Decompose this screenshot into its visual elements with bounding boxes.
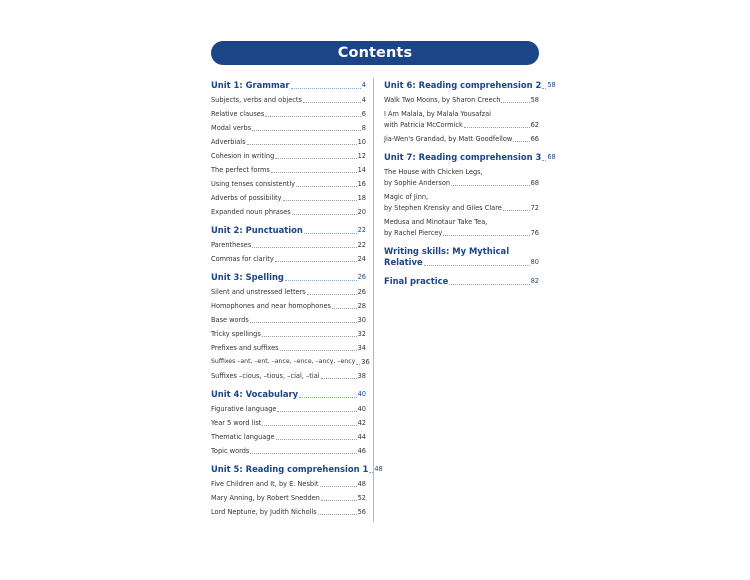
toc-page-number: 40 bbox=[357, 390, 366, 398]
toc-entry[interactable] bbox=[384, 168, 539, 187]
dot-leader bbox=[464, 127, 530, 128]
toc-page-number: 58 bbox=[547, 81, 556, 89]
dot-leader bbox=[369, 472, 373, 473]
dot-leader bbox=[275, 158, 356, 159]
toc-page-number: 8 bbox=[361, 124, 366, 132]
dot-leader bbox=[503, 210, 530, 211]
toc-entry-label: Using tenses consistently bbox=[211, 180, 296, 188]
toc-right-column bbox=[384, 80, 556, 295]
toc-page-number: 68 bbox=[547, 153, 556, 161]
dot-leader bbox=[320, 486, 357, 487]
toc-entry[interactable] bbox=[211, 447, 366, 455]
toc-entry[interactable] bbox=[384, 135, 539, 143]
toc-page-number: 18 bbox=[357, 194, 366, 202]
toc-entry[interactable] bbox=[211, 372, 366, 380]
toc-section-unit-6 bbox=[384, 80, 556, 143]
toc-entry-label: Expanded noun phrases bbox=[211, 208, 291, 216]
toc-page-number: 44 bbox=[357, 433, 366, 441]
toc-entry[interactable] bbox=[211, 110, 366, 118]
toc-page-number: 24 bbox=[357, 255, 366, 263]
toc-section-unit-7 bbox=[384, 152, 556, 237]
toc-heading[interactable] bbox=[384, 152, 556, 162]
toc-entry-label: Jia-Wen's Grandad, by Matt Goodfellow bbox=[384, 135, 513, 143]
dot-leader bbox=[291, 88, 361, 89]
toc-entry-label: Suffixes –cious, –tious, –cial, –tial bbox=[211, 372, 320, 380]
toc-page-number: 42 bbox=[357, 419, 366, 427]
toc-entry-label-line1: Magic of Jinn, bbox=[384, 193, 429, 201]
toc-entry[interactable] bbox=[211, 330, 366, 338]
dot-leader bbox=[262, 336, 357, 337]
toc-page-number: 20 bbox=[357, 208, 366, 216]
toc-entry[interactable] bbox=[211, 480, 366, 488]
toc-entry-label: Homophones and near homophones bbox=[211, 302, 331, 310]
toc-page-number: 26 bbox=[357, 288, 366, 296]
toc-page-number: 52 bbox=[357, 494, 366, 502]
dot-leader bbox=[285, 280, 357, 281]
toc-entry-label-line2: by Stephen Krensky and Giles Clare bbox=[384, 204, 502, 212]
toc-entry-label: Adverbials bbox=[211, 138, 246, 146]
toc-entry-label-line1: The House with Chicken Legs, bbox=[384, 168, 483, 176]
toc-page-number: 48 bbox=[357, 480, 366, 488]
dot-leader bbox=[443, 235, 529, 236]
toc-section-writing-skills bbox=[384, 246, 539, 267]
toc-heading-label: Unit 4: Vocabulary bbox=[211, 389, 299, 399]
dot-leader bbox=[356, 364, 360, 365]
toc-entry[interactable] bbox=[211, 138, 366, 146]
toc-page-number: 30 bbox=[357, 316, 366, 324]
toc-heading-label: Unit 3: Spelling bbox=[211, 272, 284, 282]
toc-entry[interactable] bbox=[211, 494, 366, 502]
contents-title-banner bbox=[211, 41, 539, 65]
toc-entry-label: Parentheses bbox=[211, 241, 252, 249]
dot-leader bbox=[296, 186, 357, 187]
toc-heading[interactable] bbox=[211, 272, 366, 282]
toc-page-number: 4 bbox=[361, 81, 366, 89]
toc-page-number: 12 bbox=[357, 152, 366, 160]
dot-leader bbox=[250, 453, 356, 454]
dot-leader bbox=[449, 284, 529, 285]
toc-heading-label-line1: Writing skills: My Mythical bbox=[384, 246, 510, 256]
toc-heading-label: Final practice bbox=[384, 276, 449, 286]
toc-heading-label: Unit 2: Punctuation bbox=[211, 225, 303, 235]
toc-entry-label: Thematic language bbox=[211, 433, 275, 441]
toc-section-unit-1 bbox=[211, 80, 366, 216]
dot-leader bbox=[303, 102, 361, 103]
toc-page-number: 34 bbox=[357, 344, 366, 352]
toc-entry-label: Cohesion in writing bbox=[211, 152, 275, 160]
toc-heading[interactable] bbox=[211, 389, 366, 399]
toc-entry[interactable] bbox=[211, 152, 366, 160]
toc-entry-label-line2: by Rachel Piercey bbox=[384, 229, 443, 237]
page-title: Contents bbox=[337, 45, 413, 61]
toc-entry[interactable] bbox=[211, 288, 366, 296]
toc-heading[interactable] bbox=[384, 80, 556, 90]
toc-entry[interactable] bbox=[211, 96, 366, 104]
toc-page-number: 58 bbox=[530, 96, 539, 104]
dot-leader bbox=[292, 214, 357, 215]
dot-leader bbox=[321, 378, 357, 379]
toc-page-number: 66 bbox=[530, 135, 539, 143]
dot-leader bbox=[307, 294, 357, 295]
toc-entry[interactable] bbox=[211, 344, 366, 352]
dot-leader bbox=[299, 397, 357, 398]
dot-leader bbox=[252, 247, 356, 248]
dot-leader bbox=[250, 322, 357, 323]
column-divider bbox=[373, 78, 374, 522]
toc-heading[interactable] bbox=[211, 225, 366, 235]
toc-page-number: 10 bbox=[357, 138, 366, 146]
toc-section-unit-5 bbox=[211, 464, 383, 516]
toc-page-number: 40 bbox=[357, 405, 366, 413]
dot-leader bbox=[271, 172, 357, 173]
toc-entry-label: Topic words bbox=[211, 447, 250, 455]
toc-entry[interactable] bbox=[211, 508, 366, 516]
dot-leader bbox=[247, 144, 357, 145]
toc-page-number: 22 bbox=[357, 226, 366, 234]
toc-entry-label: Commas for clarity bbox=[211, 255, 274, 263]
toc-entry[interactable] bbox=[211, 124, 366, 132]
toc-entry[interactable] bbox=[211, 405, 366, 413]
toc-page-number: 46 bbox=[357, 447, 366, 455]
toc-page-number: 14 bbox=[357, 166, 366, 174]
toc-entry[interactable] bbox=[384, 218, 539, 237]
toc-entry-label: The perfect forms bbox=[211, 166, 270, 174]
toc-page-number: 32 bbox=[357, 330, 366, 338]
toc-entry-label: Year 5 word list bbox=[211, 419, 262, 427]
toc-entry-label-line2: with Patricia McCormick bbox=[384, 121, 463, 129]
dot-leader bbox=[265, 116, 361, 117]
toc-entry[interactable] bbox=[211, 255, 366, 263]
dot-leader bbox=[276, 439, 357, 440]
toc-entry[interactable] bbox=[211, 180, 366, 188]
dot-leader bbox=[275, 261, 357, 262]
toc-entry[interactable] bbox=[211, 419, 366, 427]
toc-heading[interactable] bbox=[384, 246, 539, 267]
toc-entry[interactable] bbox=[211, 166, 366, 174]
toc-heading-label: Unit 5: Reading comprehension 1 bbox=[211, 464, 369, 474]
toc-section-unit-3 bbox=[211, 272, 370, 380]
dot-leader bbox=[513, 141, 529, 142]
toc-entry[interactable] bbox=[211, 433, 366, 441]
dot-leader bbox=[318, 514, 357, 515]
toc-page-number: 68 bbox=[530, 179, 539, 187]
toc-entry-label: Prefixes and suffixes bbox=[211, 344, 279, 352]
toc-page-number: 82 bbox=[530, 277, 539, 285]
toc-page-number: 6 bbox=[361, 110, 366, 118]
toc-section-unit-2 bbox=[211, 225, 366, 263]
toc-page-number: 4 bbox=[361, 96, 366, 104]
dot-leader bbox=[280, 350, 357, 351]
toc-entry-label-line2: by Sophie Anderson bbox=[384, 179, 451, 187]
dot-leader bbox=[501, 102, 529, 103]
toc-entry[interactable] bbox=[211, 208, 366, 216]
toc-section-unit-4 bbox=[211, 389, 366, 455]
toc-entry-label: Walk Two Moons, by Sharon Creech bbox=[384, 96, 501, 104]
dot-leader bbox=[451, 185, 530, 186]
dot-leader bbox=[321, 500, 357, 501]
toc-entry[interactable] bbox=[384, 110, 539, 129]
toc-heading[interactable] bbox=[211, 464, 383, 474]
dot-leader bbox=[283, 200, 357, 201]
toc-page-number: 76 bbox=[530, 229, 539, 237]
dot-leader bbox=[332, 308, 357, 309]
toc-entry[interactable] bbox=[384, 193, 539, 212]
toc-page-number: 22 bbox=[357, 241, 366, 249]
toc-entry-label: Adverbs of possibility bbox=[211, 194, 282, 202]
toc-entry-label: Lord Neptune, by Judith Nicholls bbox=[211, 508, 317, 516]
toc-heading[interactable] bbox=[384, 276, 539, 286]
toc-page-number: 26 bbox=[357, 273, 366, 281]
toc-entry-label: Five Children and It, by E. Nesbit bbox=[211, 480, 319, 488]
toc-entry-label: Silent and unstressed letters bbox=[211, 288, 306, 296]
dot-leader bbox=[262, 425, 356, 426]
toc-heading-label: Unit 6: Reading comprehension 2 bbox=[384, 80, 542, 90]
toc-entry-label: Suffixes –ant, –ent, –ance, –ence, –ancy, –ency bbox=[211, 358, 356, 365]
toc-heading[interactable] bbox=[211, 80, 366, 90]
toc-heading-label: Unit 7: Reading comprehension 3 bbox=[384, 152, 542, 162]
toc-heading-label: Unit 1: Grammar bbox=[211, 80, 290, 90]
toc-entry-label: Relative clauses bbox=[211, 110, 265, 118]
toc-entry-label: Tricky spellings bbox=[211, 330, 261, 338]
toc-entry[interactable] bbox=[211, 241, 366, 249]
toc-entry-label: Mary Anning, by Robert Snedden bbox=[211, 494, 320, 502]
dot-leader bbox=[277, 411, 356, 412]
dot-leader bbox=[424, 265, 530, 266]
toc-page-number: 36 bbox=[361, 358, 370, 366]
toc-entry-label: Subjects, verbs and objects bbox=[211, 96, 302, 104]
toc-page-number: 56 bbox=[357, 508, 366, 516]
toc-entry[interactable] bbox=[211, 316, 366, 324]
toc-page-number: 72 bbox=[530, 204, 539, 212]
toc-entry[interactable] bbox=[211, 358, 370, 366]
toc-heading-label-line2: Relative bbox=[384, 257, 423, 267]
toc-entry-label: Base words bbox=[211, 316, 249, 324]
dot-leader bbox=[542, 88, 546, 89]
toc-page-number: 38 bbox=[357, 372, 366, 380]
dot-leader bbox=[304, 233, 357, 234]
toc-page-number: 28 bbox=[357, 302, 366, 310]
toc-page-number: 62 bbox=[530, 121, 539, 129]
toc-entry[interactable] bbox=[384, 96, 539, 104]
toc-entry-label: Modal verbs bbox=[211, 124, 252, 132]
toc-page-number: 80 bbox=[530, 258, 539, 266]
dot-leader bbox=[542, 160, 546, 161]
toc-entry[interactable] bbox=[211, 194, 366, 202]
toc-entry-label-line1: Medusa and Minotaur Take Tea, bbox=[384, 218, 488, 226]
toc-entry-label-line1: I Am Malala, by Malala Yousafzai bbox=[384, 110, 491, 118]
dot-leader bbox=[252, 130, 361, 131]
toc-section-final-practice bbox=[384, 276, 539, 286]
toc-left-column bbox=[211, 80, 383, 525]
toc-page-number: 16 bbox=[357, 180, 366, 188]
toc-entry[interactable] bbox=[211, 302, 366, 310]
toc-page-number: 48 bbox=[374, 465, 383, 473]
toc-entry-label: Figurative language bbox=[211, 405, 277, 413]
